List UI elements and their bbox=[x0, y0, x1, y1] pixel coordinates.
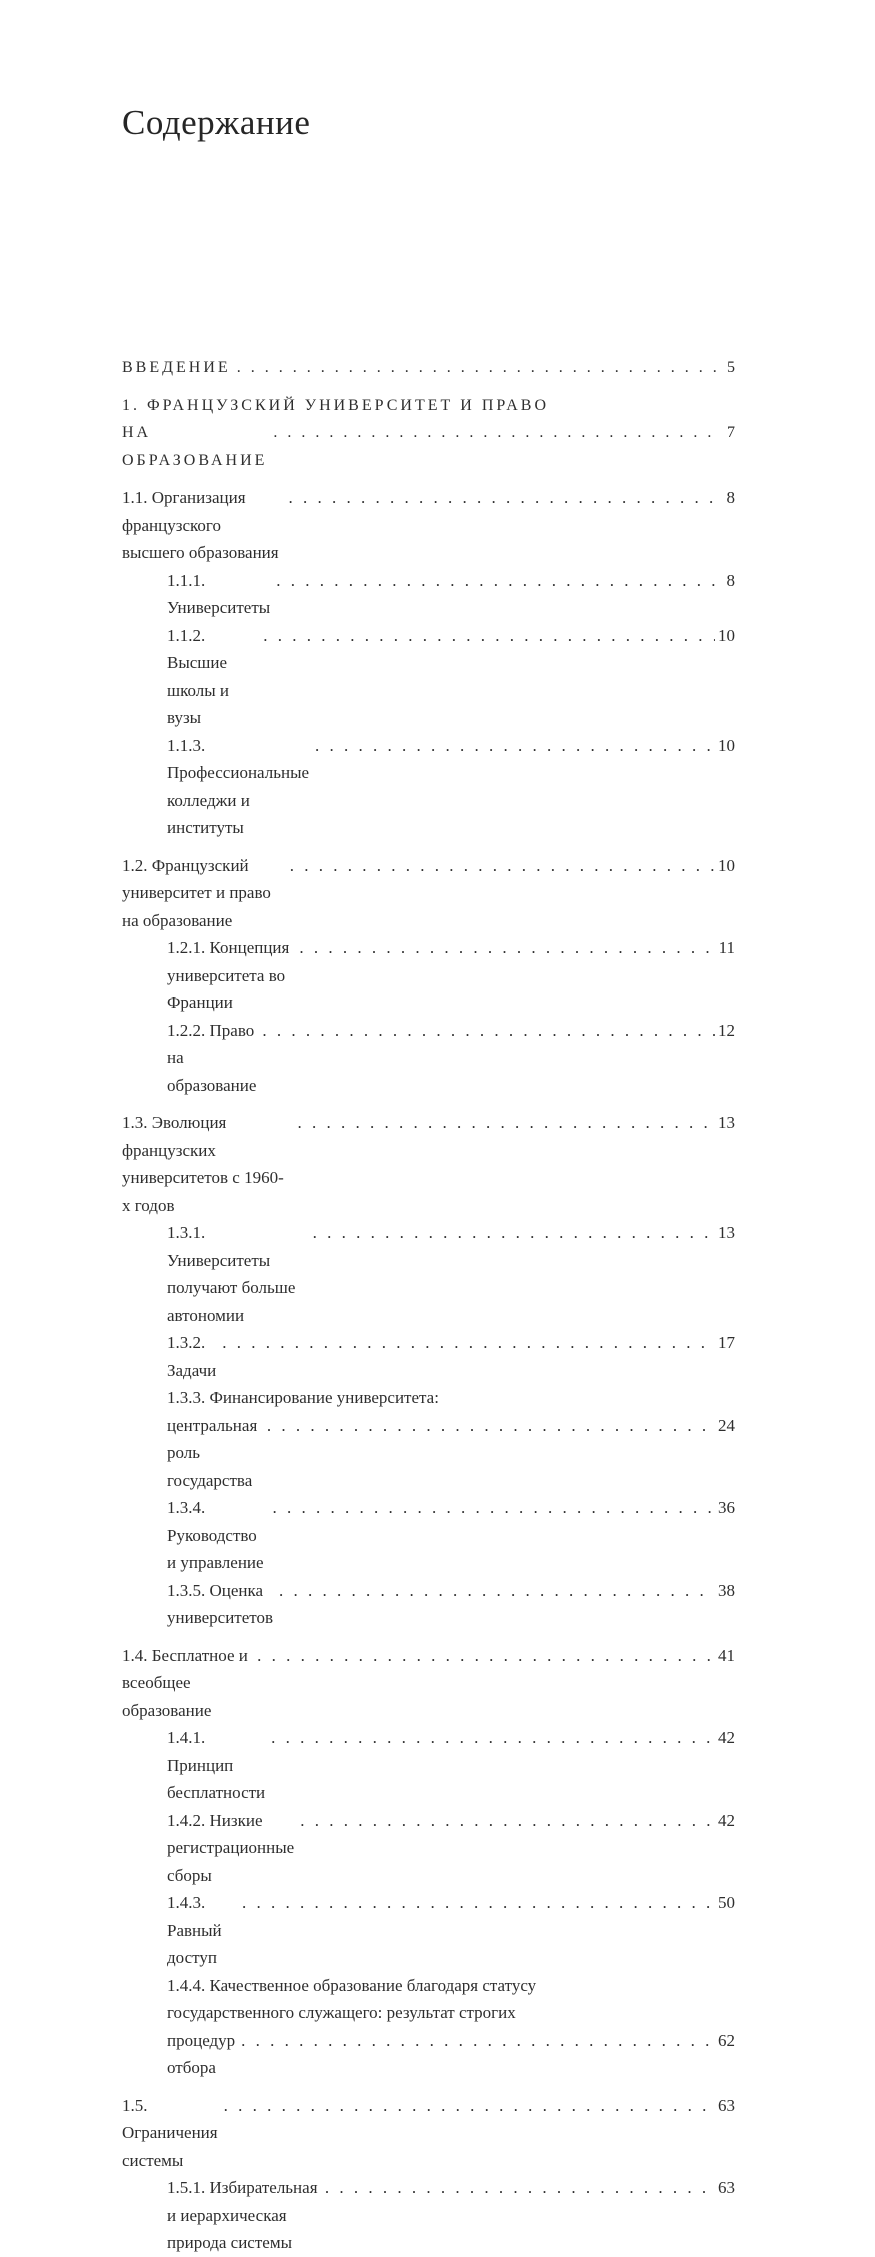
dot-leader bbox=[289, 484, 718, 512]
toc-entry-line bbox=[167, 622, 735, 732]
toc-entry-line bbox=[167, 1999, 735, 2027]
toc-entry bbox=[122, 1384, 735, 1494]
toc-page-number: 42 bbox=[718, 1728, 735, 1747]
toc-page-number: 8 bbox=[726, 488, 735, 507]
toc-entry bbox=[122, 1494, 735, 1577]
dot-leader bbox=[300, 1807, 715, 1835]
toc-entry bbox=[122, 1219, 735, 1329]
dot-leader bbox=[267, 1412, 715, 1440]
toc-entry bbox=[122, 732, 735, 842]
toc-page-number: 62 bbox=[718, 2030, 735, 2050]
toc-entry-line bbox=[122, 419, 735, 474]
toc-entry-line bbox=[167, 1807, 735, 1890]
toc-entry-label: 1.3.1. Университеты получают больше автономии bbox=[167, 1223, 300, 1325]
toc-entry bbox=[122, 2092, 735, 2175]
toc-page-number: 10 bbox=[718, 735, 735, 755]
toc-entry bbox=[122, 567, 735, 622]
toc-entry-label: 1.2.2. Право на образование bbox=[167, 1020, 259, 1095]
dot-leader bbox=[242, 1889, 715, 1917]
dot-leader bbox=[271, 1724, 715, 1752]
dot-leader bbox=[263, 622, 715, 650]
toc-page-number: 5 bbox=[727, 359, 735, 376]
toc-entry-line bbox=[167, 1219, 735, 1329]
dot-leader bbox=[257, 1642, 715, 1670]
dot-leader bbox=[273, 419, 718, 447]
toc-entry-label: 1.3. Эволюция французских университетов с 1960-х годов bbox=[122, 1113, 284, 1215]
toc-entry-line bbox=[167, 1577, 735, 1632]
toc-entry-label: НА ОБРАЗОВАНИЕ bbox=[122, 424, 268, 469]
dot-leader bbox=[313, 1219, 715, 1247]
dot-leader bbox=[279, 1577, 715, 1605]
dot-leader bbox=[222, 1329, 715, 1357]
toc-entry bbox=[122, 1577, 735, 1632]
dot-leader bbox=[298, 1109, 715, 1137]
toc-entry-label: 1.5.1. Избирательная и иерархическая природа системы bbox=[167, 2178, 322, 2252]
toc-page-number: 42 bbox=[718, 1810, 735, 1830]
toc-page-number: 13 bbox=[718, 1113, 735, 1132]
toc-entry bbox=[122, 1972, 735, 2082]
toc-entry-label: 1.2.1. Концепция университета во Франции bbox=[167, 938, 294, 1012]
toc-entry-line bbox=[167, 1972, 735, 2000]
toc-entry-label: 1.2. Французский университет и право на образование bbox=[122, 855, 276, 930]
dot-leader bbox=[276, 567, 718, 595]
toc-entry-label: 1.5. Ограничения системы bbox=[122, 2095, 222, 2170]
toc-entry-label: 1.4.3. Равный доступ bbox=[167, 1893, 226, 1967]
toc-entry-line bbox=[167, 2027, 735, 2082]
toc-entry-label: 1.3.5. Оценка университетов bbox=[167, 1580, 274, 1627]
toc-entry-line bbox=[122, 1642, 735, 1725]
toc-page-number: 17 bbox=[718, 1333, 735, 1352]
toc-entry-line bbox=[167, 934, 735, 1017]
toc-entry-line bbox=[122, 484, 735, 567]
toc-entry bbox=[122, 392, 735, 475]
toc-entry-line bbox=[122, 354, 735, 382]
toc-entry-label: 1.4. Бесплатное и всеобщее образование bbox=[122, 1645, 253, 1720]
dot-leader bbox=[273, 1494, 716, 1522]
toc-entry-label: ВВЕДЕНИЕ bbox=[122, 359, 231, 376]
dot-leader bbox=[315, 732, 715, 760]
toc-entry-line bbox=[167, 1329, 735, 1384]
toc-page-number: 8 bbox=[726, 570, 735, 590]
toc-entry-label: 1.3.3. Финансирование университета: bbox=[167, 1388, 439, 1407]
toc-page-number: 12 bbox=[718, 1020, 735, 1040]
toc-entry-label: 1.1.2. Высшие школы и вузы bbox=[167, 625, 234, 727]
toc-entry bbox=[122, 2174, 735, 2257]
toc-entry-line bbox=[122, 392, 735, 420]
toc-entry-line bbox=[167, 1384, 735, 1412]
toc-page-number: 11 bbox=[718, 938, 735, 957]
toc-entry-line bbox=[122, 2092, 735, 2175]
toc-entry bbox=[122, 1329, 735, 1384]
toc-page-number: 50 bbox=[718, 1893, 735, 1912]
toc-entry bbox=[122, 354, 735, 382]
toc-entry bbox=[122, 1807, 735, 1890]
toc-entry-line bbox=[167, 2174, 735, 2257]
dot-leader bbox=[224, 2092, 715, 2120]
toc-entry-label: 1.1.3. Профессиональные колледжи и институты bbox=[167, 735, 314, 837]
toc-entry-line bbox=[167, 1494, 735, 1577]
toc-entry-label: 1.4.2. Низкие регистрационные сборы bbox=[167, 1810, 299, 1885]
toc-page-number: 10 bbox=[718, 625, 735, 645]
toc-page-number: 63 bbox=[718, 2178, 735, 2197]
dot-leader bbox=[241, 2027, 715, 2055]
toc-entry bbox=[122, 1109, 735, 1219]
toc-entry-label: 1.4.1. Принцип бесплатности bbox=[167, 1728, 266, 1802]
toc-entry-label: 1.3.4. Руководство и управление bbox=[167, 1498, 264, 1572]
dot-leader bbox=[290, 852, 715, 880]
toc-entry-label: процедур отбора bbox=[167, 2030, 240, 2077]
toc-page-number: 41 bbox=[718, 1645, 735, 1665]
toc-entry bbox=[122, 484, 735, 567]
toc-entry-label: 1.4.4. Качественное образование благодаря статусу bbox=[167, 1975, 537, 1995]
toc-page-number: 38 bbox=[718, 1580, 735, 1600]
toc-entry-label: государственного служащего: результат строгих bbox=[167, 2003, 516, 2022]
toc-entry bbox=[122, 1724, 735, 1807]
page-title: Содержание bbox=[122, 103, 311, 142]
toc-entry bbox=[122, 934, 735, 1017]
toc-entry-line bbox=[167, 1017, 735, 1100]
toc-entry-line bbox=[122, 1109, 735, 1219]
toc-entry-label: 1.3.2. Задачи bbox=[167, 1333, 217, 1380]
toc-page-number: 24 bbox=[718, 1415, 735, 1435]
toc-entry-label: 1.1. Организация французского высшего образования bbox=[122, 488, 279, 562]
toc-entry bbox=[122, 622, 735, 732]
toc-entry-line bbox=[122, 852, 735, 935]
toc-page-number: 13 bbox=[718, 1223, 735, 1242]
toc-page-number: 36 bbox=[718, 1498, 735, 1517]
toc-page-number: 7 bbox=[727, 424, 735, 441]
toc-entry bbox=[122, 1642, 735, 1725]
toc-entry bbox=[122, 1889, 735, 1972]
toc-entry-line bbox=[167, 732, 735, 842]
dot-leader bbox=[299, 934, 715, 962]
toc-entry bbox=[122, 852, 735, 935]
toc-list bbox=[122, 344, 735, 2257]
toc-page-number: 10 bbox=[718, 855, 735, 875]
toc-entry-label: 1. ФРАНЦУЗСКИЙ УНИВЕРСИТЕТ И ПРАВО bbox=[122, 396, 550, 414]
dot-leader bbox=[262, 1017, 715, 1045]
toc-entry-label: центральная роль государства bbox=[167, 1415, 262, 1490]
toc-entry-label: 1.1.1. Университеты bbox=[167, 570, 271, 617]
toc-page-number: 63 bbox=[718, 2095, 735, 2115]
toc-entry-line bbox=[167, 1889, 735, 1972]
dot-leader bbox=[237, 354, 718, 382]
dot-leader bbox=[325, 2174, 715, 2202]
toc-entry-line bbox=[167, 1724, 735, 1807]
toc-entry-line bbox=[167, 1412, 735, 1495]
toc-entry-line bbox=[167, 567, 735, 622]
toc-entry bbox=[122, 1017, 735, 1100]
